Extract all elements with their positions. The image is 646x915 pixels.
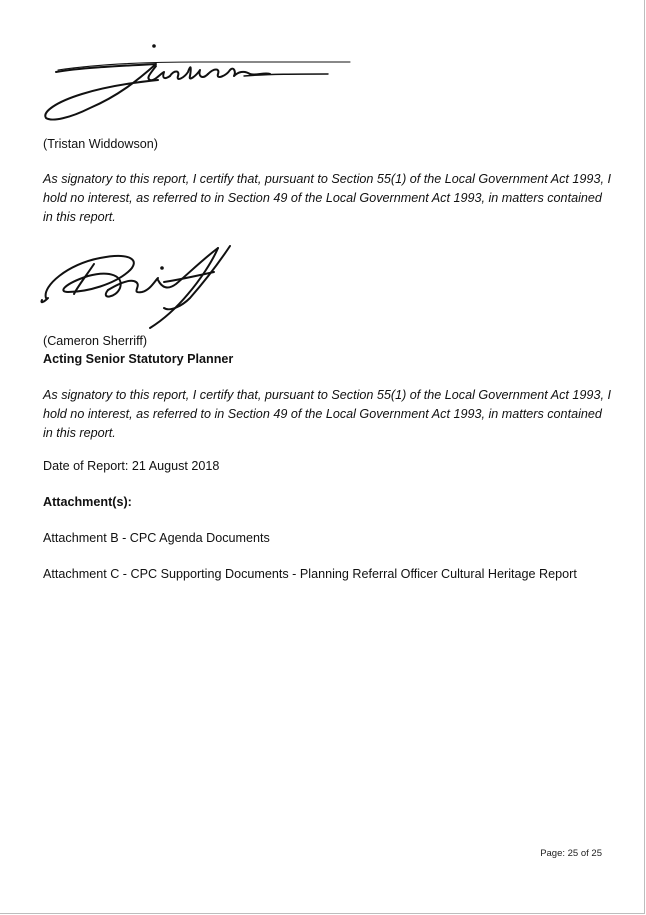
page-number: Page: 25 of 25 (540, 848, 602, 859)
signatory-1-certification: As signatory to this report, I certify that, pursuant to Section 55(1) of the Local Government Act 1993, I hold no interest, as referred to in Section 49 of the Local Government Act 1993, in matters contained in this report. (43, 172, 611, 224)
attachment-item: Attachment B - CPC Agenda Documents (43, 531, 270, 545)
signatory-1-name: (Tristan Widdowson) (43, 137, 159, 151)
signature-sherriff (38, 242, 238, 332)
report-date: Date of Report: 21 August 2018 (43, 459, 220, 473)
attachments-heading: Attachment(s): (43, 495, 132, 509)
signature-widdowson (38, 40, 358, 130)
attachment-item: Attachment C - CPC Supporting Documents - Planning Referral Officer Cultural Heritage Report (43, 567, 577, 581)
signatory-2-certification: As signatory to this report, I certify that, pursuant to Section 55(1) of the Local Government Act 1993, I hold no interest, as referred to in Section 49 of the Local Government Act 1993, in matters contained in this report. (43, 388, 611, 440)
signatory-2-name: (Cameron Sherriff) (43, 334, 148, 348)
signatory-2-title: Acting Senior Statutory Planner (43, 352, 234, 366)
